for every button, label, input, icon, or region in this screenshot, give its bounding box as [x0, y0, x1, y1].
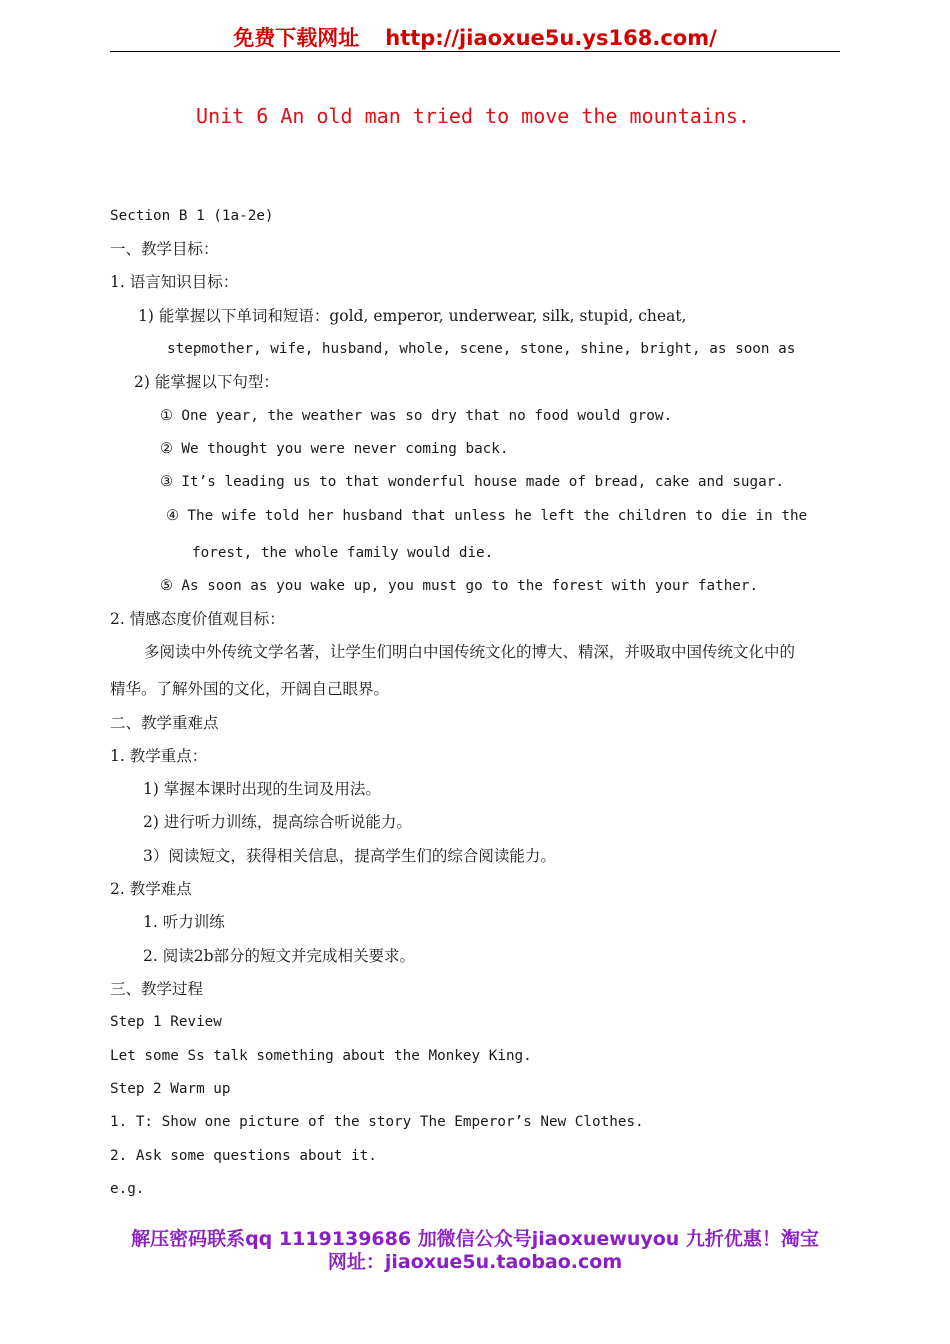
- example-label: e.g.: [110, 1181, 145, 1197]
- step-2-item-2: 2. Ask some questions about it.: [110, 1148, 377, 1164]
- difficulty-item-2: 2. 阅读2b部分的短文并完成相关要求。: [143, 947, 416, 965]
- heading-objectives: 一、教学目标：: [110, 240, 219, 258]
- footer-line-2-link[interactable]: 网址：jiaoxue5u.taobao.com: [327, 1251, 623, 1273]
- vocab-line-1: 1) 能掌握以下单词和短语：gold, emperor, underwear, silk, stupid, cheat,: [138, 307, 687, 325]
- sentence-2: ② We thought you were never coming back.: [160, 441, 509, 457]
- step-1-heading: Step 1 Review: [110, 1014, 222, 1030]
- sentence-4-continued: forest, the whole family would die.: [192, 545, 494, 561]
- sentence-1: ① One year, the weather was so dry that no food would grow.: [160, 408, 673, 424]
- subheading-difficulties: 2. 教学难点: [110, 880, 192, 898]
- header-url-link[interactable]: http://jiaoxue5u.ys168.com/: [385, 26, 717, 50]
- subheading-language-goals: 1. 语言知识目标：: [110, 273, 239, 291]
- footer-line-1: 解压密码联系qq 1119139686 加微信公众号jiaoxuewuyou 九折优惠！淘宝: [131, 1228, 819, 1250]
- sentence-5: ⑤ As soon as you wake up, you must go to the forest with your father.: [160, 578, 759, 594]
- values-paragraph-1: 多阅读中外传统文学名著，让学生们明白中国传统文化的博大、精深，并吸取中国传统文化中的: [144, 643, 796, 661]
- heading-process: 三、教学过程: [110, 980, 204, 998]
- focus-item-2: 2) 进行听力训练，提高综合听说能力。: [143, 813, 412, 831]
- sentence-4: ④ The wife told her husband that unless he left the children to die in the: [166, 508, 808, 524]
- page-title: Unit 6 An old man tried to move the mountains.: [196, 104, 750, 128]
- header-divider: [110, 51, 840, 52]
- section-heading: Section B 1 (1a-2e): [110, 208, 274, 224]
- vocab-line-2: stepmother, wife, husband, whole, scene, stone, shine, bright, as soon as: [167, 341, 796, 357]
- focus-item-1: 1) 掌握本课时出现的生词及用法。: [143, 780, 381, 798]
- values-paragraph-2: 精华。了解外国的文化，开阔自己眼界。: [110, 680, 390, 698]
- sentence-3: ③ It’s leading us to that wonderful house made of bread, cake and sugar.: [160, 474, 784, 490]
- heading-key-points: 二、教学重难点: [110, 714, 219, 732]
- step-2-item-1: 1. T: Show one picture of the story The Emperor’s New Clothes.: [110, 1114, 644, 1130]
- sentence-patterns-heading: 2) 能掌握以下句型：: [134, 373, 279, 391]
- subheading-values-goals: 2. 情感态度价值观目标：: [110, 610, 285, 628]
- header-label: 免费下载网址: [233, 26, 360, 50]
- focus-item-3: 3）阅读短文，获得相关信息，提高学生们的综合阅读能力。: [143, 847, 556, 865]
- step-2-heading: Step 2 Warm up: [110, 1081, 231, 1097]
- footer-contact: [0, 1228, 950, 1274]
- header-banner: [0, 22, 950, 52]
- subheading-focus: 1. 教学重点：: [110, 747, 208, 765]
- difficulty-item-1: 1. 听力训练: [143, 913, 225, 931]
- step-1-text: Let some Ss talk something about the Monkey King.: [110, 1048, 532, 1064]
